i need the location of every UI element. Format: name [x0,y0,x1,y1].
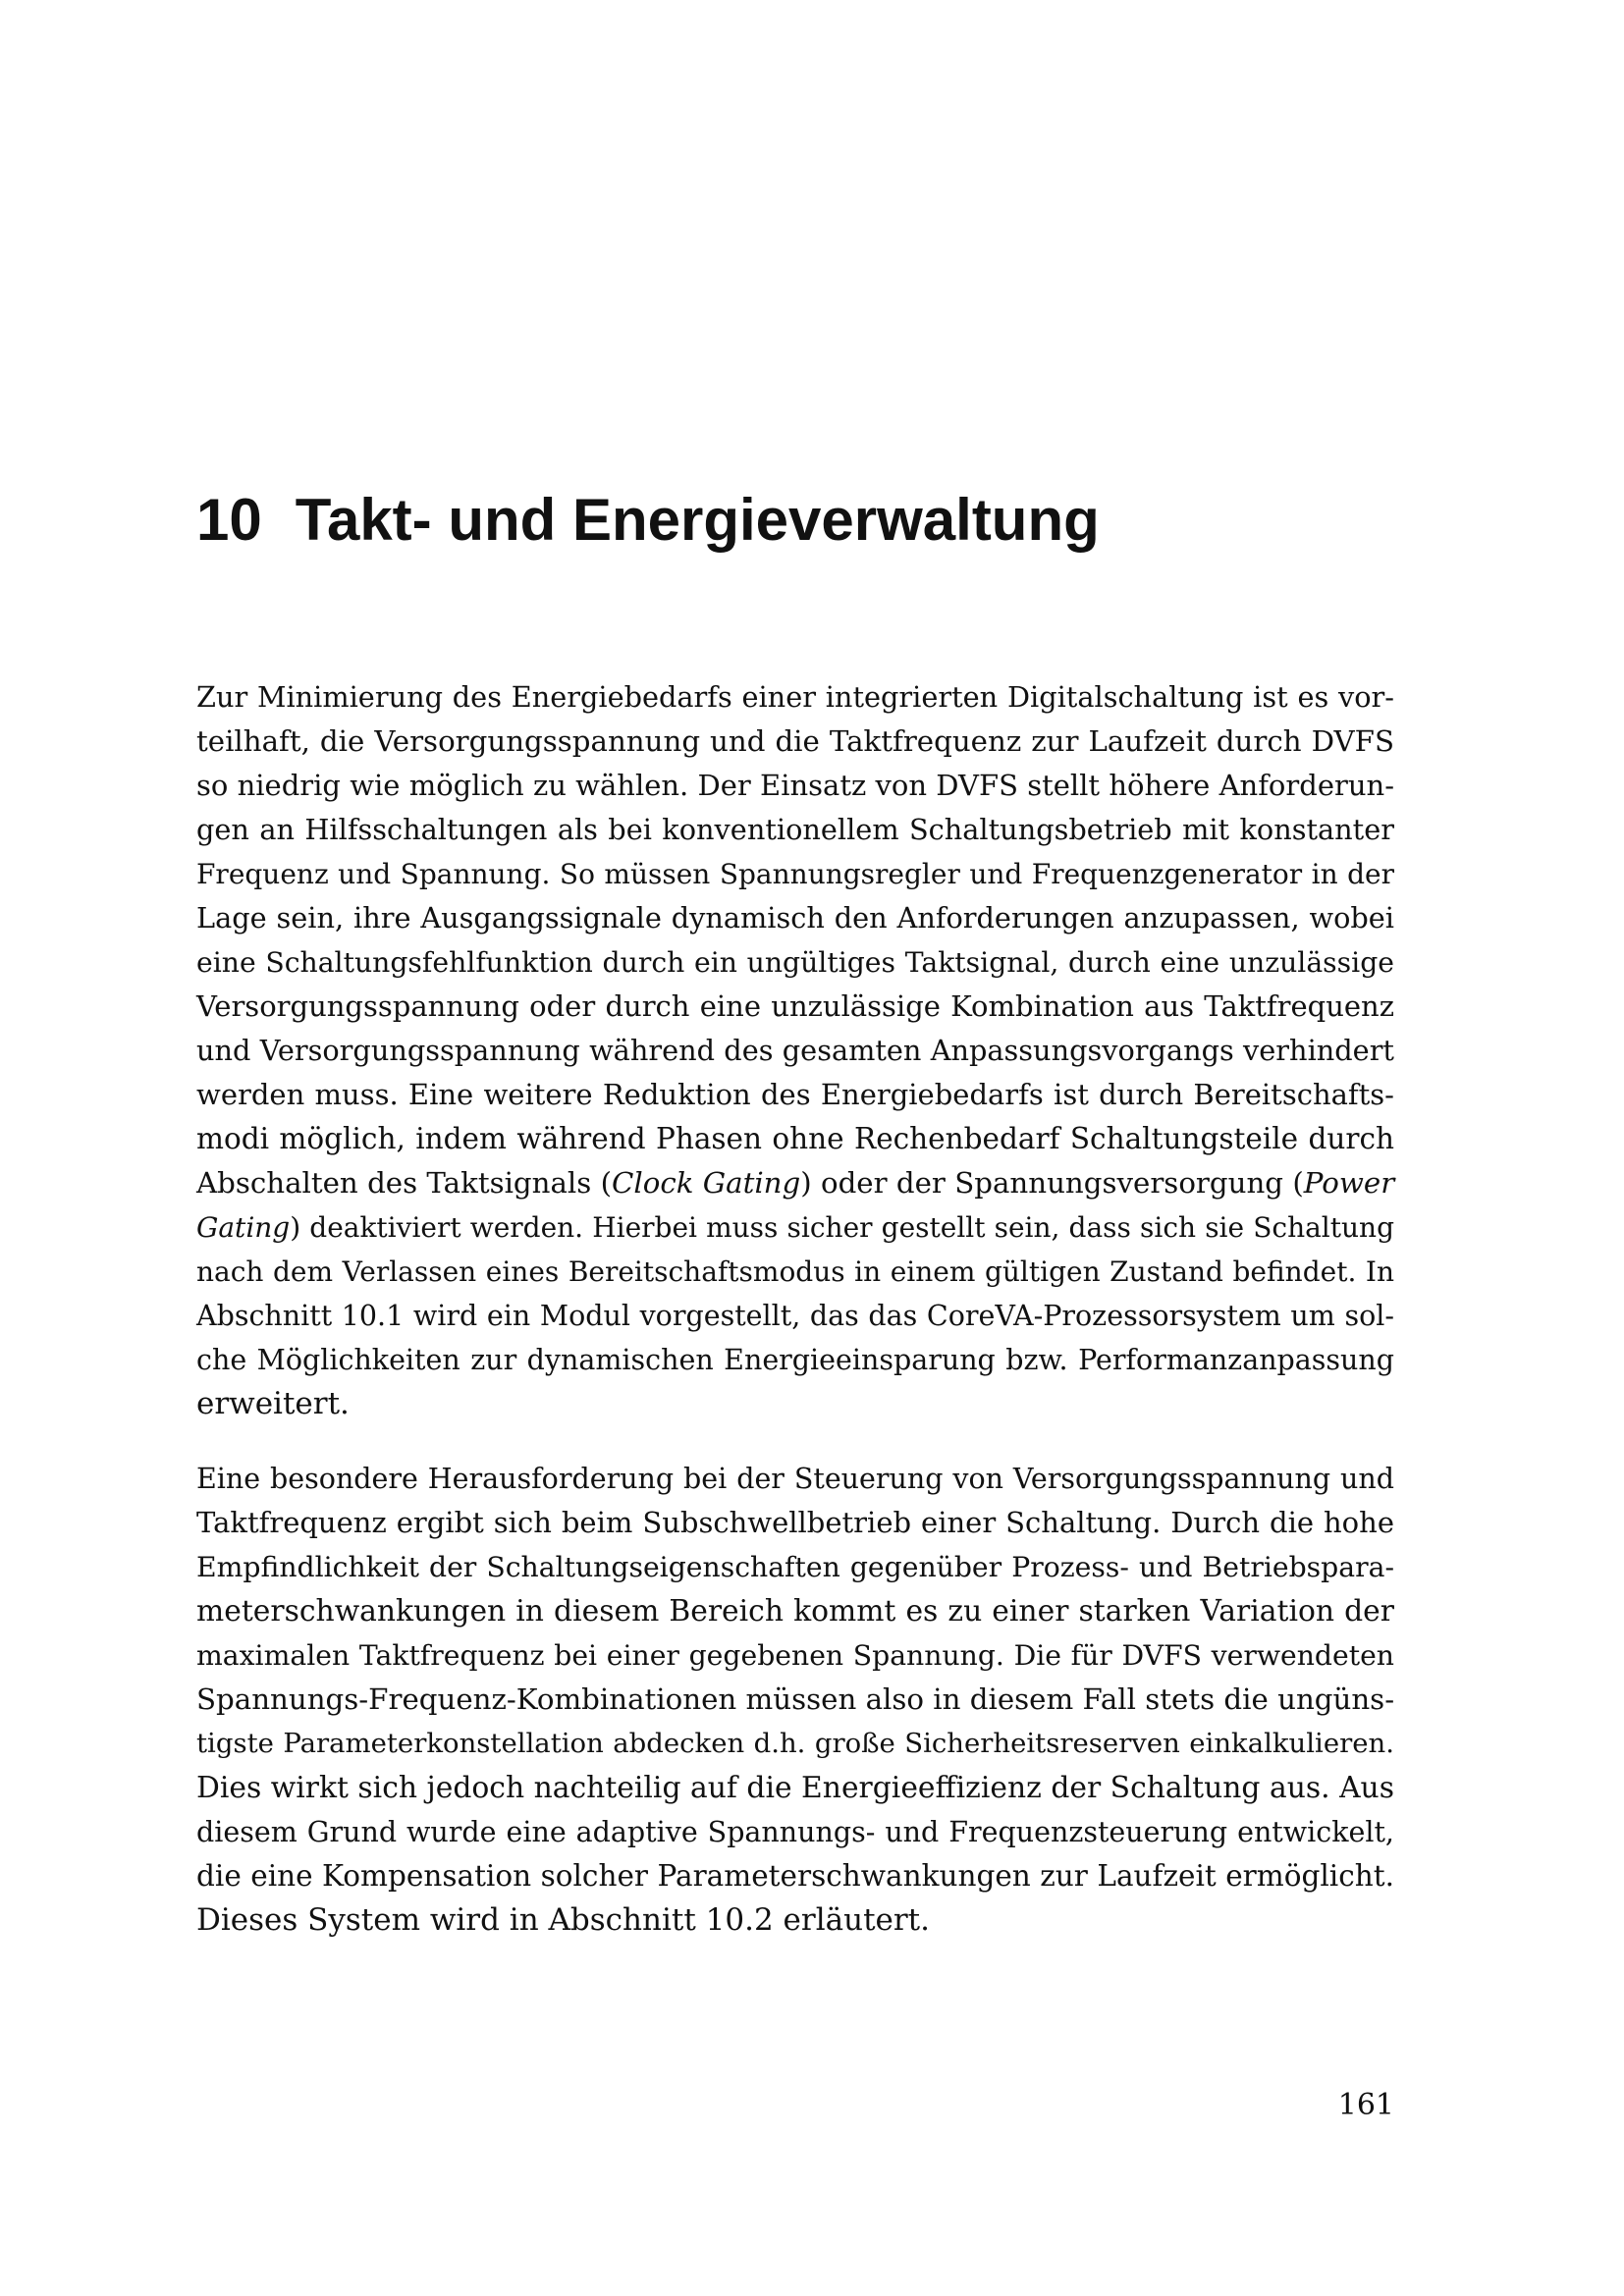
paragraph-2 [196,1457,1394,1943]
term-clock-gating: Clock Gating [612,1166,801,1200]
text-line: Spannungs-Frequenz-Kombinationen müssen also in diesem Fall stets die ungüns- [196,1682,1395,1716]
text-line: gen an Hilfsschaltungen als bei konventionellem Schaltungsbetrieb mit konstanter [196,813,1394,846]
chapter-number: 10 [196,487,262,553]
text-line [196,1205,1394,1250]
chapter-heading [196,487,1100,553]
text-line: so niedrig wie möglich zu wählen. Der Einsatz von DVFS stellt höhere Anforderun- [196,769,1394,802]
term-power-gating-part-2: Gating [196,1211,291,1244]
text-line: Dieses System wird in Abschnitt 10.2 erläutert. [196,1902,930,1938]
text-line: meterschwankungen in diesem Bereich kommt es zu einer starken Variation der [196,1594,1394,1629]
text-line: Lage sein, ihre Ausgangssignale dynamisch den Anforderungen anzupassen, wobei [196,901,1394,934]
chapter-title: Takt- und Energieverwaltung [295,487,1100,553]
text-line: Taktfrequenz ergibt sich beim Subschwellbetrieb einer Schaltung. Durch die hohe [196,1506,1394,1539]
text-line: Zur Minimierung des Energiebedarfs einer integrierten Digitalschaltung ist es vor- [196,680,1394,714]
text-run: ) oder der Spannungsversorgung ( [800,1166,1304,1200]
text-line [196,1161,1394,1205]
text-line: teilhaft, die Versorgungsspannung und die Taktfrequenz zur Laufzeit durch DVFS [196,724,1394,758]
text-line: erweitert. [196,1386,350,1421]
text-line: werden muss. Eine weitere Reduktion des Energiebedarfs ist durch Bereitschafts- [196,1078,1394,1111]
text-line: tigste Parameterkonstellation abdecken d.h. große Sicherheitsreserven einkalkulieren. [196,1728,1394,1759]
text-line: eine Schaltungsfehlfunktion durch ein ungültiges Taktsignal, durch eine unzulässige [196,946,1394,979]
text-line: maximalen Taktfrequenz bei einer gegebenen Spannung. Die für DVFS verwendeten [196,1639,1394,1672]
text-line: Empfindlichkeit der Schaltungseigenschaften gegenüber Prozess- und Betriebspara- [196,1551,1394,1583]
term-power-gating-part-1: Power [1303,1166,1395,1200]
text-line: Abschnitt 10.1 wird ein Modul vorgestellt, das das CoreVA-Prozessorsystem um sol- [196,1300,1394,1332]
text-line: diesem Grund wurde eine adaptive Spannungs- und Frequenzsteuerung entwickelt, [196,1816,1394,1848]
text-line: che Möglichkeiten zur dynamischen Energieeinsparung bzw. Performanzanpassung [196,1344,1394,1376]
text-run: ) deaktiviert werden. Hierbei muss sicher gestellt sein, dass sich sie Schaltung [290,1211,1394,1244]
text-line: und Versorgungsspannung während des gesamten Anpassungsvorgangs verhindert [196,1034,1394,1067]
text-line: die eine Kompensation solcher Parameterschwankungen zur Laufzeit ermöglicht. [196,1859,1394,1893]
text-line: modi möglich, indem während Phasen ohne Rechenbedarf Schaltungsteile durch [196,1122,1394,1155]
text-line: Versorgungsspannung oder durch eine unzulässige Kombination aus Taktfrequenz [196,989,1394,1023]
text-line: Frequenz und Spannung. So müssen Spannungsregler und Frequenzgenerator in der [196,858,1394,890]
paragraph-1 [196,675,1394,1426]
text-line: Eine besondere Herausforderung bei der Steuerung von Versorgungsspannung und [196,1463,1394,1495]
text-line: nach dem Verlassen eines Bereitschaftsmodus in einem gültigen Zustand befindet. In [196,1255,1394,1288]
text-line: Dies wirkt sich jedoch nachteilig auf die Energieeffizienz der Schaltung aus. Aus [196,1771,1394,1805]
text-run: Abschalten des Taktsignals ( [196,1166,613,1200]
page-number: 161 [1337,2088,1394,2122]
